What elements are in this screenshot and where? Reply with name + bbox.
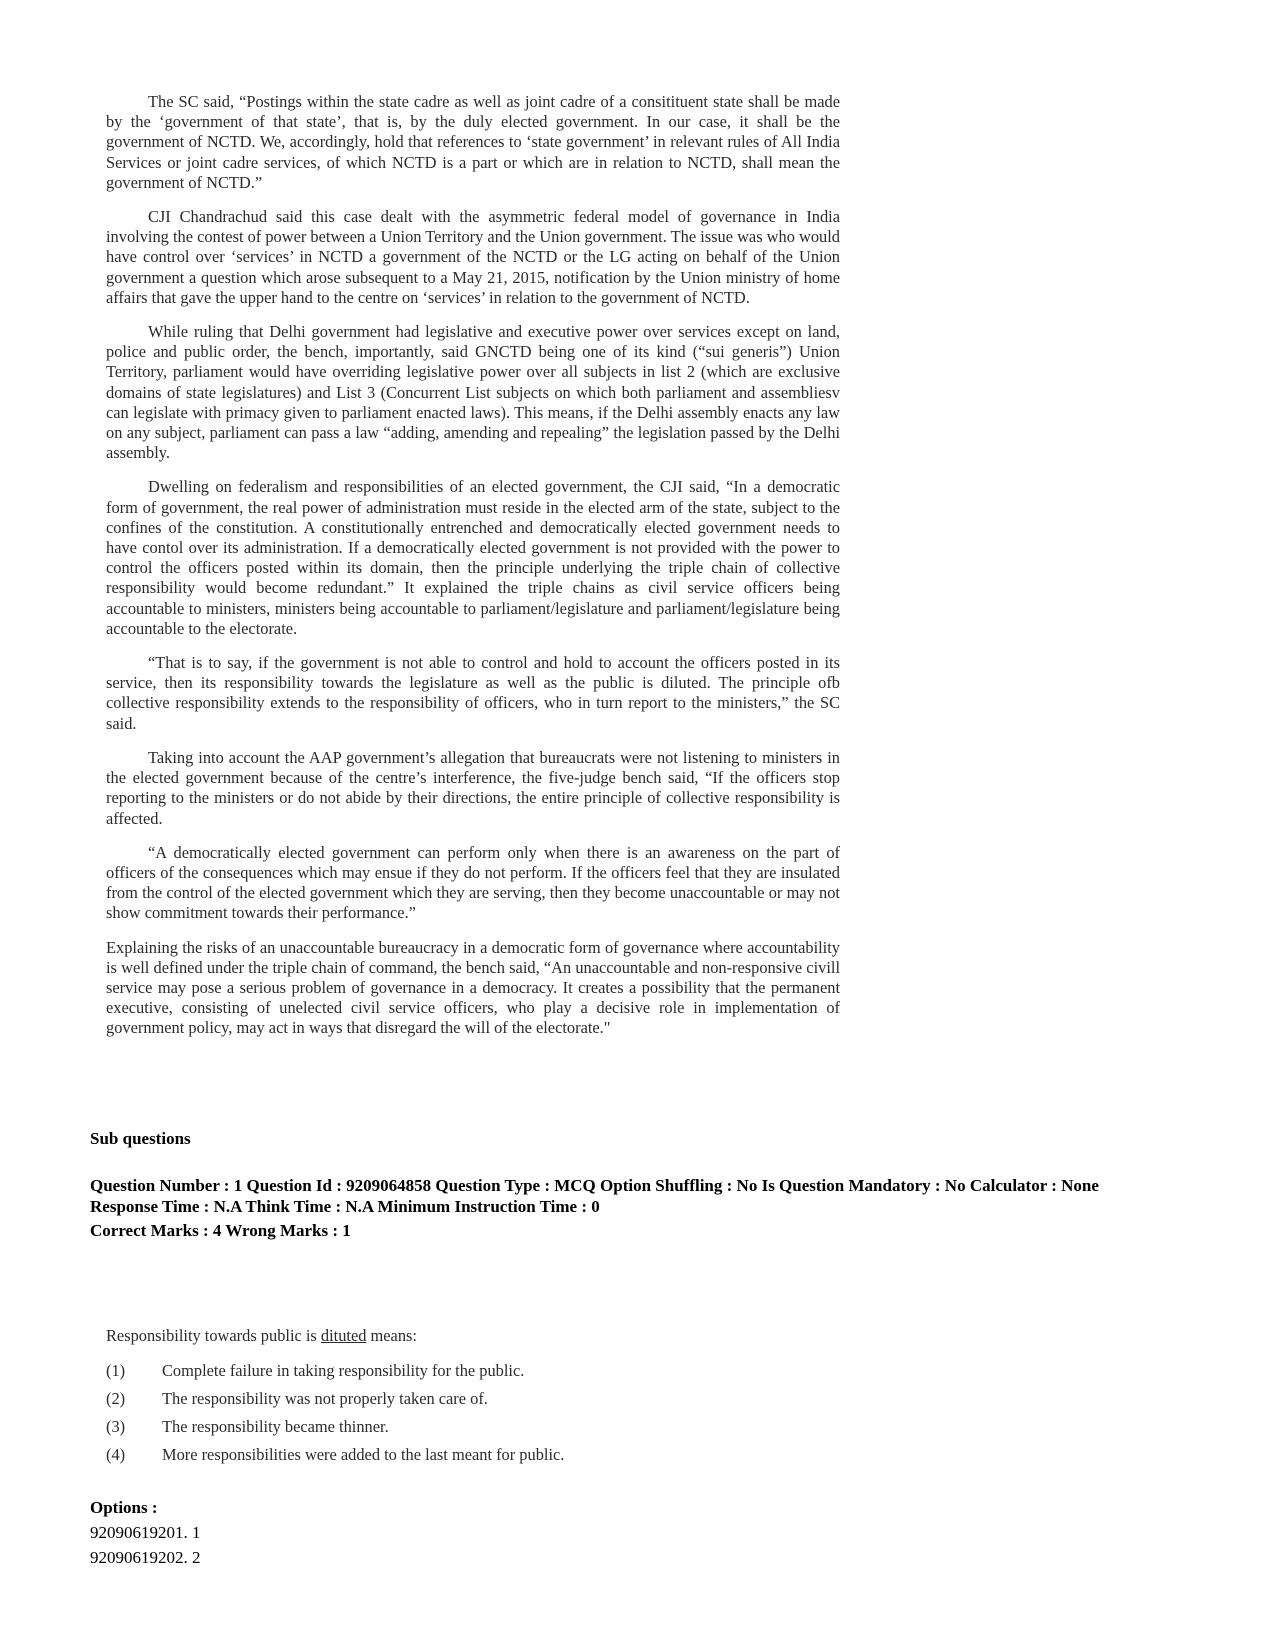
passage-paragraph: “A democratically elected government can perform only when there is an awareness on the part of officers of the consequences which may ensue if they do not perform. If the officers feel that they are insulated from the control of the elected government which they are serving, then they become unaccountable or may not show commitment towards their performance.” xyxy=(106,842,840,923)
options-label: Options : xyxy=(90,1498,158,1517)
choice-text: More responsibilities were added to the last meant for public. xyxy=(162,1445,565,1464)
question-meta-line: Correct Marks : 4 Wrong Marks : 1 xyxy=(90,1221,351,1240)
passage-paragraph: CJI Chandrachud said this case dealt with the asymmetric federal model of governance in India involving the contest of power between a Union Territory and the Union government. The issue was who would have control over ‘services’ in NCTD a government of the NCTD or the LG acting on behalf of the Union government a question which arose subsequent to a May 21, 2015, notification by the Union ministry of home affairs that gave the upper hand to the centre on ‘services’ in relation to the government of NCTD. xyxy=(106,207,840,307)
passage-paragraph: While ruling that Delhi government had legislative and executive power over services except on land, police and public order, the bench, importantly, said GNCTD being one of its kind (“sui generis”) Union Territory, parliament would have overriding legislative power over all subjects in list 2 (which are exclusive domains of state legislatures) and List 3 (Concurrent List subjects on which both parliament and assembliesv can legislate with primacy given to parliament enacted laws). This means, if the Delhi assembly enacts any law on any subject, parliament can pass a law “adding, amending and repealing” the legislation passed by the Delhi assembly. xyxy=(106,322,840,463)
passage-paragraph: The SC said, “Postings within the state cadre as well as joint cadre of a consitituent state shall be made by the ‘government of that state’, that is, by the duly elected government. In our case, it shall be the government of NCTD. We, accordingly, hold that references to ‘state government’ in relevant rules of All India Services or joint cadre services, of which NCTD is a part or which are in relation to NCTD, shall mean the government of NCTD.” xyxy=(106,92,840,192)
question-stem xyxy=(106,1325,806,1347)
choice-4 xyxy=(106,1441,806,1469)
question-meta xyxy=(90,1175,1240,1241)
choice-number: (3) xyxy=(106,1417,126,1436)
passage xyxy=(106,92,840,1053)
passage-paragraph: “That is to say, if the government is not able to control and hold to account the officers posted in its service, then its responsibility towards the legislature as well as the public is diluted. The principle ofb collective responsibility extends to the responsibility of officers, who in turn report to the ministers,” the SC said. xyxy=(106,653,840,733)
passage-paragraph: Explaining the risks of an unaccountable bureaucracy in a democratic form of governance where accountability is well defined under the triple chain of command, the bench said, “An unaccountable and non-responsive civill service may pose a serious problem of governance in a democracy. It creates a possibility that the permanent executive, consisting of unelected civil service officers, who play a decisive role in implementation of government policy, may act in ways that disregard the will of the electorate." xyxy=(106,937,840,1038)
choice-2 xyxy=(106,1385,806,1413)
question-meta-line: Response Time : N.A Think Time : N.A Minimum Instruction Time : 0 xyxy=(90,1197,600,1216)
choice-1 xyxy=(106,1357,806,1385)
stem-text: means: xyxy=(366,1326,417,1345)
option-item: 92090619202. 2 xyxy=(90,1548,201,1567)
choice-number: (4) xyxy=(106,1445,126,1464)
passage-paragraph: Taking into account the AAP government’s allegation that bureaucrats were not listening to ministers in the elected government because of the centre’s interference, the five-judge bench said, “If the officers stop reporting to the ministers or do not abide by their directions, the entire principle of collective responsibility is affected. xyxy=(106,747,840,828)
stem-text: Responsibility towards public is xyxy=(106,1326,321,1345)
choice-3 xyxy=(106,1413,806,1441)
stem-underlined-word: dituted xyxy=(320,1326,367,1345)
question-block xyxy=(106,1325,806,1469)
choice-text: The responsibility was not properly taken care of. xyxy=(162,1389,488,1408)
choice-number: (2) xyxy=(106,1389,126,1408)
question-meta-line: Question Number : 1 Question Id : 9209064858 Question Type : MCQ Option Shuffling : No Is Question Mandatory : No Calculator : None xyxy=(90,1176,1099,1195)
options-list xyxy=(90,1495,201,1570)
passage-paragraph: Dwelling on federalism and responsibilities of an elected government, the CJI said, “In a democratic form of government, the real power of administration must reside in the elected arm of the state, subject to the confines of the constitution. A constitutionally entrenched and democratically elected government needs to have contol over its administration. If a democratically elected government is not provided with the power to control the officers posted within its domain, then the principle underlying the triple chain of collective responsibility would become redundant.” It explained the triple chains as civil service officers being accountable to ministers, ministers being accountable to parliament/legislature and parliament/legislature being accountable to the electorate. xyxy=(106,477,840,638)
choice-number: (1) xyxy=(106,1361,126,1380)
choice-text: The responsibility became thinner. xyxy=(162,1417,389,1436)
sub-questions-label: Sub questions xyxy=(90,1129,191,1148)
choice-text: Complete failure in taking responsibility for the public. xyxy=(162,1361,525,1380)
option-item: 92090619201. 1 xyxy=(90,1523,201,1542)
sub-questions-heading xyxy=(90,1128,1240,1149)
